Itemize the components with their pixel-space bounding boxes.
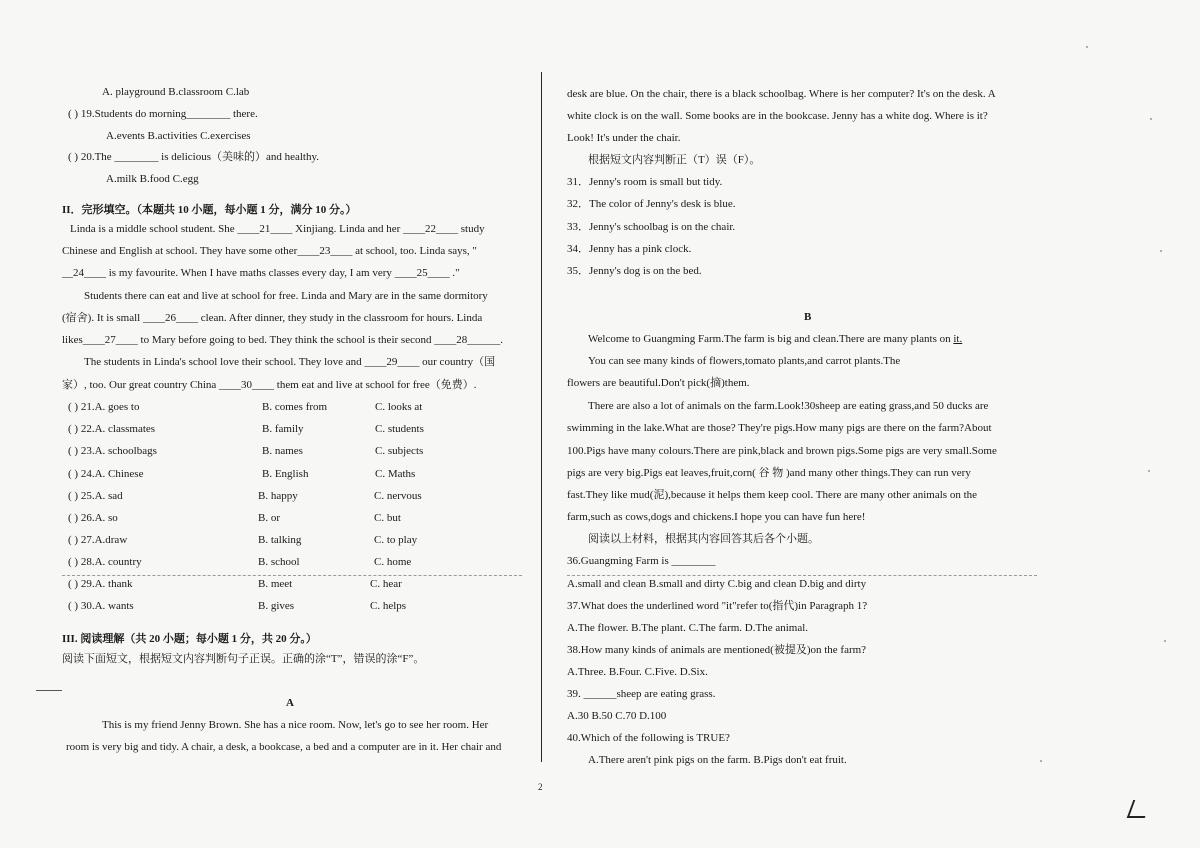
scan-artifact-mark xyxy=(36,690,62,691)
left-text-line: B. names xyxy=(262,445,303,457)
right-text-line: 34．Jenny has a pink clock. xyxy=(567,243,692,255)
right-text-line: 32．The color of Jenny's desk is blue. xyxy=(567,198,736,210)
right-text-line: A.Three. B.Four. C.Five. D.Six. xyxy=(567,666,708,678)
right-text-line: 38.How many kinds of animals are mentioned(被提及)on the farm? xyxy=(567,644,867,656)
right-text-line: A.There aren't pink pigs on the farm. B.Pigs don't eat fruit. xyxy=(588,754,847,766)
left-text-line: ( ) 20.The ________ is delicious（美味的）and healthy. xyxy=(68,151,320,163)
left-text-line: Students there can eat and live at school for free. Linda and Mary are in the same dormitory xyxy=(84,290,488,302)
left-text-line: 阅读下面短文，根据短文内容判断句子正误。正确的涂“T”，错误的涂“F”。 xyxy=(62,653,425,665)
right-text-line: B xyxy=(804,311,812,323)
right-text-line: 37.What does the underlined word "it"refer to(指代)in Paragraph 1? xyxy=(567,600,868,612)
left-text-line: ( ) 22.A. classmates xyxy=(68,423,156,435)
left-text-line: B. school xyxy=(258,556,300,568)
scan-artifact-line xyxy=(62,575,522,576)
right-text-line: A.The flower. B.The plant. C.The farm. D.The animal. xyxy=(567,622,809,634)
left-text-line: ( ) 19.Students do morning________ there. xyxy=(68,108,258,120)
right-text-line: 36.Guangming Farm is ________ xyxy=(567,555,716,567)
left-text-line: A xyxy=(286,697,294,709)
right-text-line: There are also a lot of animals on the farm.Look!30sheep are eating grass,and 50 ducks are xyxy=(588,400,989,412)
left-text-line: B. meet xyxy=(258,578,293,590)
right-text-line: Welcome to Guangming Farm.The farm is big and clean.There are many plants on it. xyxy=(588,333,963,345)
left-text-line: ( ) 30.A. wants xyxy=(68,600,134,612)
left-text-line: room is very big and tidy. A chair, a desk, a bookcase, a bed and a computer are in it. Her chair and xyxy=(66,741,502,753)
right-text-line: pigs are very big.Pigs eat leaves,fruit,corn( 谷 物 )and many other things.They can run very xyxy=(567,467,971,479)
left-text-line: C. home xyxy=(374,556,412,568)
left-text-line: C. nervous xyxy=(374,490,422,502)
right-text-line: You can see many kinds of flowers,tomato plants,and carrot plants.The xyxy=(588,355,901,367)
right-text-line: flowers are beautiful.Don't pick(摘)them. xyxy=(567,377,750,389)
left-text-line: A.events B.activities C.exercises xyxy=(106,130,251,142)
left-text-line: II．完形填空。（本题共 10 小题，每小题 1 分，满分 10 分。） xyxy=(62,204,357,216)
left-text-line: likes____27____ to Mary before going to bed. They think the school is their second ____28______. xyxy=(62,334,503,346)
right-text-line: 35．Jenny's dog is on the bed. xyxy=(567,265,702,277)
left-text-line: C. to play xyxy=(374,534,418,546)
left-text-line: C. subjects xyxy=(375,445,424,457)
left-text-line: Linda is a middle school student. She ____21____ Xinjiang. Linda and her ____22____ study xyxy=(70,223,485,235)
page-number: 2 xyxy=(538,782,543,792)
right-text-line: farm,such as cows,dogs and chickens.I hope you can have fun here! xyxy=(567,511,866,523)
right-text-line: swimming in the lake.What are those? They're pigs.How many pigs are there on the farm?About xyxy=(567,422,992,434)
right-text-line: 阅读以上材料，根据其内容回答其后各个小题。 xyxy=(588,533,819,545)
left-text-line: ( ) 25.A. sad xyxy=(68,490,123,502)
right-text-line: fast.They like mud(泥),because it helps them keep cool. There are many other animals on the xyxy=(567,489,978,501)
left-text-line: ( ) 29.A. thank xyxy=(68,578,133,590)
right-text-line: desk are blue. On the chair, there is a black schoolbag. Where is her computer? It's on the desk. A xyxy=(567,88,996,100)
left-text-line: ( ) 21.A. goes to xyxy=(68,401,140,413)
left-text-line: B. talking xyxy=(258,534,302,546)
left-text-line: B. English xyxy=(262,468,309,480)
right-text-line: Look! It's under the chair. xyxy=(567,132,681,144)
right-text-line: 根据短文内容判断正（T）误（F）。 xyxy=(588,154,761,166)
right-text-line: 31．Jenny's room is small but tidy. xyxy=(567,176,723,188)
left-text-line: C. but xyxy=(374,512,401,524)
left-text-line: B. happy xyxy=(258,490,298,502)
right-text-line: 33．Jenny's schoolbag is on the chair. xyxy=(567,221,736,233)
left-text-line: This is my friend Jenny Brown. She has a nice room. Now, let's go to see her room. Her xyxy=(102,719,489,731)
left-text-line: ( ) 23.A. schoolbags xyxy=(68,445,157,457)
left-text-line: ( ) 24.A. Chinese xyxy=(68,468,144,480)
left-text-line: B. gives xyxy=(258,600,295,612)
left-text-line: B. or xyxy=(258,512,280,524)
left-text-line: III. 阅读理解（共 20 小题；每小题 1 分，共 20 分。） xyxy=(62,633,317,645)
left-text-line: ( ) 26.A. so xyxy=(68,512,118,524)
right-column xyxy=(548,0,1200,848)
left-column xyxy=(0,0,540,848)
left-text-line: Chinese and English at school. They have some other____23____ at school, too. Linda says, " xyxy=(62,245,477,257)
left-text-line: B. comes from xyxy=(262,401,328,413)
right-text-line: A.30 B.50 C.70 D.100 xyxy=(567,710,667,722)
right-text-line: 39. ______sheep are eating grass. xyxy=(567,688,716,700)
left-text-line: __24____ is my favourite. When I have maths classes every day, I am very ____25____ ." xyxy=(62,267,460,279)
left-text-line: 家）, too. Our great country China ____30____ them eat and live at school for free（免费）. xyxy=(62,379,477,391)
left-text-line: C. helps xyxy=(370,600,407,612)
left-text-line: A. playground B.classroom C.lab xyxy=(102,86,250,98)
left-text-line: B. family xyxy=(262,423,304,435)
left-text-line: A.milk B.food C.egg xyxy=(106,173,199,185)
scan-artifact-line xyxy=(567,575,1037,576)
left-text-line: C. students xyxy=(375,423,424,435)
left-text-line: C. looks at xyxy=(375,401,423,413)
column-divider xyxy=(541,72,542,762)
left-text-line: ( ) 28.A. country xyxy=(68,556,142,568)
right-text-line: A.small and clean B.small and dirty C.big and clean D.big and dirty xyxy=(567,578,867,590)
right-text-line: 100.Pigs have many colours.There are pink,black and brown pigs.Some pigs are very small.Some xyxy=(567,445,997,457)
left-text-line: ( ) 27.A.draw xyxy=(68,534,128,546)
right-text-line: white clock is on the wall. Some books are in the bookcase. Jenny has a white dog. Where is it? xyxy=(567,110,988,122)
right-text-line: 40.Which of the following is TRUE? xyxy=(567,732,730,744)
left-text-line: C. hear xyxy=(370,578,402,590)
left-text-line: (宿舍). It is small ____26____ clean. After dinner, they study in the classroom for hours. Linda xyxy=(62,312,483,324)
left-text-line: C. Maths xyxy=(375,468,416,480)
left-text-line: The students in Linda's school love their school. They love and ____29____ our country（国 xyxy=(84,356,496,368)
